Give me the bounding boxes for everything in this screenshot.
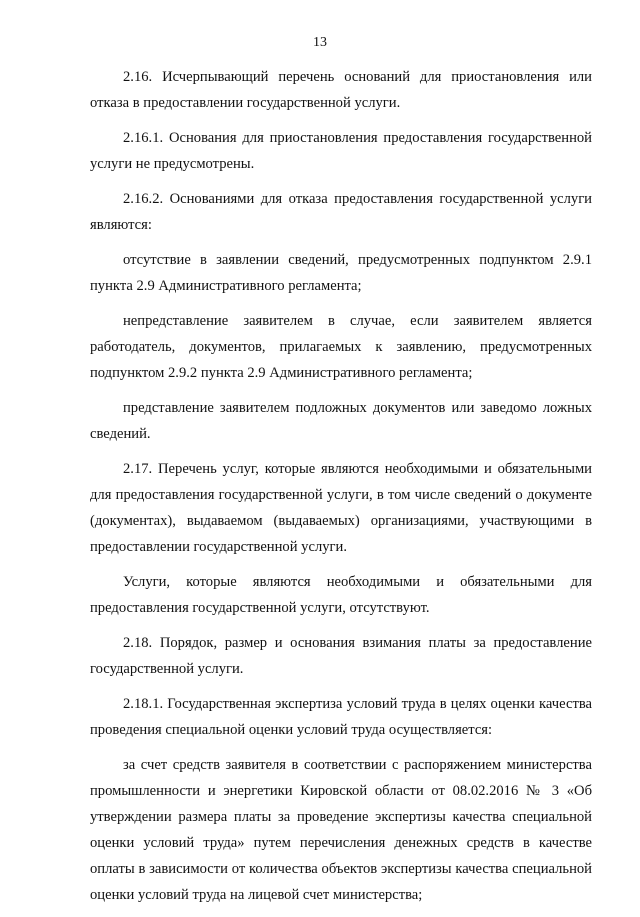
paragraph-2-16-1: 2.16.1. Основания для приостановления предоставления государственной услуги не предусмотрены. — [90, 130, 592, 172]
paragraph-refusal-reason-1: отсутствие в заявлении сведений, предусмотренных подпунктом 2.9.1 пункта 2.9 Административного регламента; — [90, 252, 592, 294]
paragraph-payment-terms: за счет средств заявителя в соответствии с распоряжением министерства промышленности и энергетики Кировской области от 08.02.2016 № 3 «Об утверждении размера платы за проведение экспертизы качества специальной оценки условий труда» путем перечисления денежных средств в качестве оплаты в зависимости от количества объектов экспертизы качества специальной оценки условий труда на лицевой счет министерства; — [90, 757, 592, 903]
paragraph-2-18-1: 2.18.1. Государственная экспертиза условий труда в целях оценки качества проведения специальной оценки условий труда осуществляется: — [90, 696, 592, 738]
document-body — [90, 64, 592, 917]
page-number: 13 — [313, 35, 327, 50]
paragraph-refusal-reason-2: непредставление заявителем в случае, если заявителем является работодатель, документов, прилагаемых к заявлению, предусмотренных подпунктом 2.9.2 пункта 2.9 Административного регламента; — [90, 313, 592, 381]
paragraph-refusal-reason-3: представление заявителем подложных документов или заведомо ложных сведений. — [90, 400, 592, 442]
paragraph-2-16: 2.16. Исчерпывающий перечень оснований для приостановления или отказа в предоставлении государственной услуги. — [90, 69, 592, 111]
paragraph-2-16-2: 2.16.2. Основаниями для отказа предоставления государственной услуги являются: — [90, 191, 592, 233]
paragraph-services-absent: Услуги, которые являются необходимыми и обязательными для предоставления государственной услуги, отсутствуют. — [90, 574, 592, 616]
paragraph-2-18: 2.18. Порядок, размер и основания взимания платы за предоставление государственной услуги. — [90, 635, 592, 677]
paragraph-2-17: 2.17. Перечень услуг, которые являются необходимыми и обязательными для предоставления государственной услуги, в том числе сведений о документе (документах), выдаваемом (выдаваемых) организациями, участвующими в предоставлении государственной услуги. — [90, 461, 592, 555]
